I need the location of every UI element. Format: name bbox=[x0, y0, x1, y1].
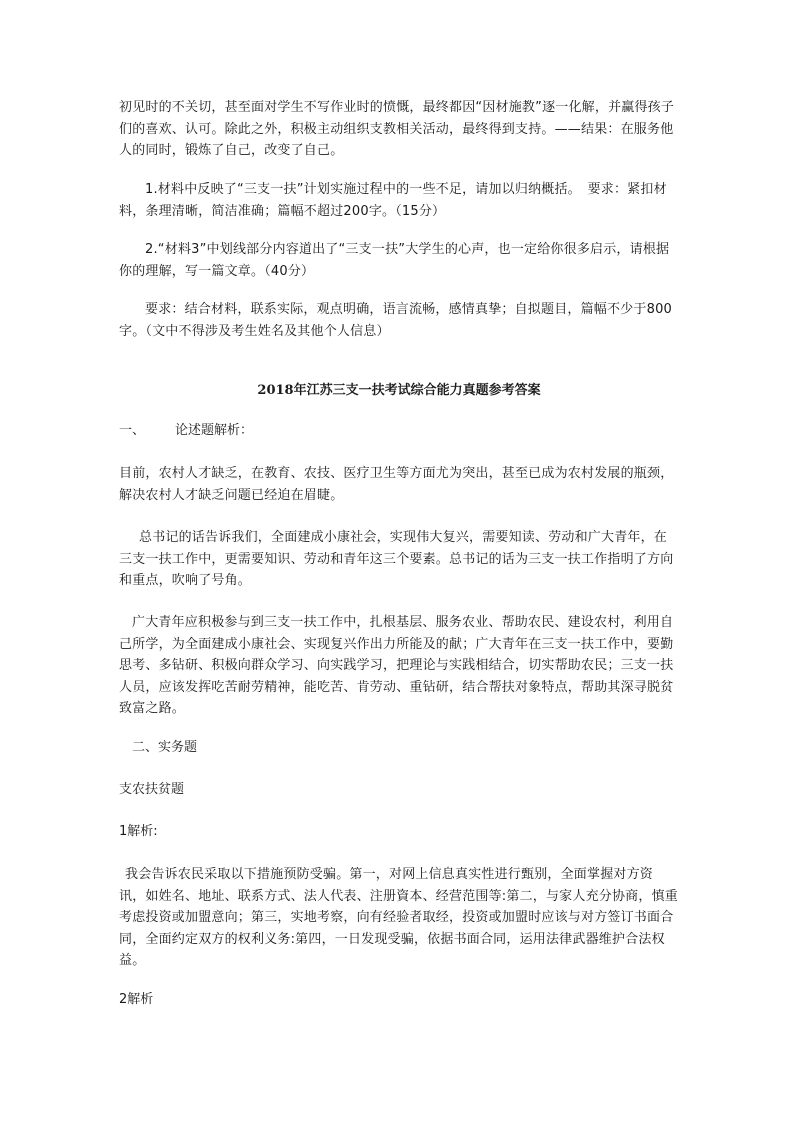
section-1-label: 论述题解析： bbox=[175, 423, 254, 438]
answer-paragraph-2: 总书记的话告诉我们，全面建成小康社会，实现伟大复兴，需要知读、劳动和广大青年，在三支一扶工作中，更需要知识、劳动和青年这三个要素。总书记的话为三支一扶工作指明了方向和重点，吹响了号角。 bbox=[119, 530, 674, 588]
answer-paragraph-3: 广大青年应积极参与到三支一扶工作中，扎根基层、服务农业、帮助农民、建设农村，利用自己所学，为全面建成小康社会、实现复兴作出力所能及的献；广大青年在三支一扶工作中，要勤思考、多钻研、积极向群众学习、向实践学习，把理论与实践相结合，切实帮助农民；三支一扶人员，应该发挥吃苦耐劳精神，能吃苦、肯劳动、重钻研，结合帮扶对象特点，帮助其深寻脱贫致富之路。 bbox=[119, 615, 674, 716]
analysis-2-heading: 2解析 bbox=[119, 992, 154, 1007]
subsection-heading: 支农扶贫题 bbox=[119, 782, 185, 797]
intro-paragraph: 初见时的不关切，甚至面对学生不写作业时的愤慨，最终都因“因材施教”逐一化解，并赢得孩子们的喜欢、认可。除此之外，积极主动组织支教相关活动，最终得到支持。——结果：在服务他人的同时，锻炼了自己，改变了自己。 bbox=[119, 100, 675, 158]
answer-title: 2018年江苏三支一扶考试综合能力真题参考答案 bbox=[257, 383, 541, 398]
analysis-1-heading: 1解析: bbox=[119, 824, 158, 839]
section-1-number: 一、 bbox=[119, 423, 146, 438]
section-1-heading bbox=[119, 421, 679, 441]
requirements: 要求：结合材料，联系实际，观点明确，语言流畅，感情真挚；自拟题目，篇幅不少于800字。（文中不得涉及考生姓名及其他个人信息） bbox=[119, 302, 673, 339]
question-1: 1.材料中反映了“三支一扶”计划实施过程中的一些不足，请加以归纳概括。 要求：紧扣材料，条理清晰，简洁准确；篇幅不超过200字。（15分） bbox=[119, 182, 667, 219]
section-2-heading: 二、实务题 bbox=[132, 740, 198, 755]
answer-paragraph-1: 目前，农村人才缺乏，在教育、农技、医疗卫生等方面尤为突出，甚至已成为农村发展的瓶颈，解决农村人才缺乏问题已经迫在眉睫。 bbox=[119, 466, 674, 503]
analysis-1-text: 我会告诉农民采取以下措施预防受骗。第一，对网上信息真实性进行甄别，全面掌握对方资讯，如姓名、地址、联系方式、法人代表、注册資本、经营范围等:第二，与家人充分协商，慎重考虑投资或加盟意向；第三，实地考察，向有经验者取经，投资或加盟时应该与对方签订书面合同，全面约定双方的权利义务:第四，一日发现受骗，依据书面合同，运用法律武器维护合法权益。 bbox=[119, 867, 678, 968]
question-2: 2.“材料3”中划线部分内容道出了“三支一扶”大学生的心声，也一定给你很多启示，请根据你的理解，写一篇文章。（40分） bbox=[119, 242, 670, 279]
document-content bbox=[119, 97, 679, 1010]
